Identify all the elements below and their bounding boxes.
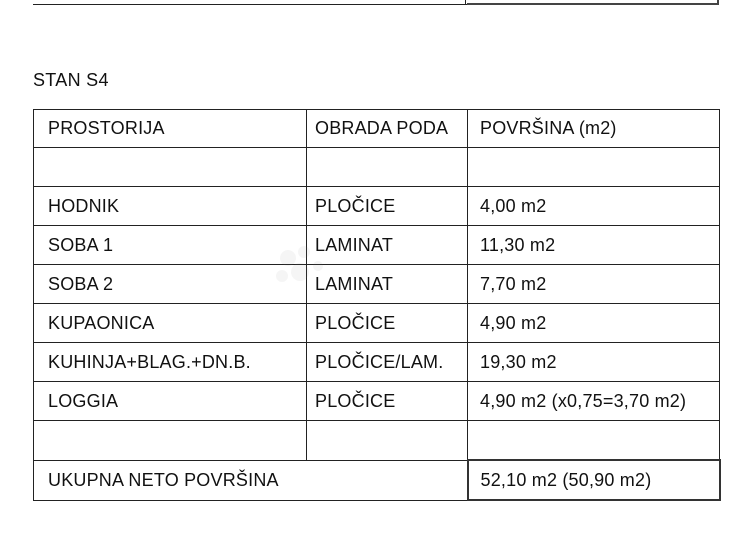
area-cell: 19,30 m2: [468, 343, 720, 382]
floor-cell: LAMINAT: [307, 226, 468, 265]
room-cell: HODNIK: [34, 187, 307, 226]
table-row: [34, 382, 720, 421]
table-row: [34, 265, 720, 304]
floor-cell: PLOČICE: [307, 304, 468, 343]
area-cell: 11,30 m2: [468, 226, 720, 265]
total-label: UKUPNA NETO POVRŠINA: [34, 460, 468, 500]
area-cell: 4,90 m2: [468, 304, 720, 343]
table-header-row: [34, 110, 720, 148]
table-row: [34, 304, 720, 343]
floor-cell: PLOČICE: [307, 382, 468, 421]
previous-table-total-cell: [467, 0, 719, 5]
area-cell: 4,00 m2: [468, 187, 720, 226]
table-row: [34, 187, 720, 226]
room-cell: KUHINJA+BLAG.+DN.B.: [34, 343, 307, 382]
floor-cell: PLOČICE/LAM.: [307, 343, 468, 382]
total-row: [34, 460, 720, 500]
room-cell: [34, 148, 307, 187]
area-cell: [468, 421, 720, 461]
area-cell: 4,90 m2 (x0,75=3,70 m2): [468, 382, 720, 421]
floor-cell: [307, 148, 468, 187]
room-cell: [34, 421, 307, 461]
header-area: POVRŠINA (m2): [468, 110, 720, 148]
table-row: [34, 226, 720, 265]
section-title: STAN S4: [33, 70, 109, 90]
floor-cell: [307, 421, 468, 461]
room-cell: KUPAONICA: [34, 304, 307, 343]
area-cell: 7,70 m2: [468, 265, 720, 304]
room-cell: SOBA 2: [34, 265, 307, 304]
floor-cell: PLOČICE: [307, 187, 468, 226]
previous-table-divider: [465, 0, 466, 4]
room-area-table: [33, 109, 721, 501]
total-value: 52,10 m2 (50,90 m2): [468, 460, 720, 500]
header-floor-finish: OBRADA PODA: [307, 110, 468, 148]
floor-cell: LAMINAT: [307, 265, 468, 304]
room-cell: SOBA 1: [34, 226, 307, 265]
header-room: PROSTORIJA: [34, 110, 307, 148]
table-row: [34, 421, 720, 461]
previous-table-fragment: [33, 0, 717, 5]
table-row: [34, 148, 720, 187]
area-cell: [468, 148, 720, 187]
table-row: [34, 343, 720, 382]
room-cell: LOGGIA: [34, 382, 307, 421]
